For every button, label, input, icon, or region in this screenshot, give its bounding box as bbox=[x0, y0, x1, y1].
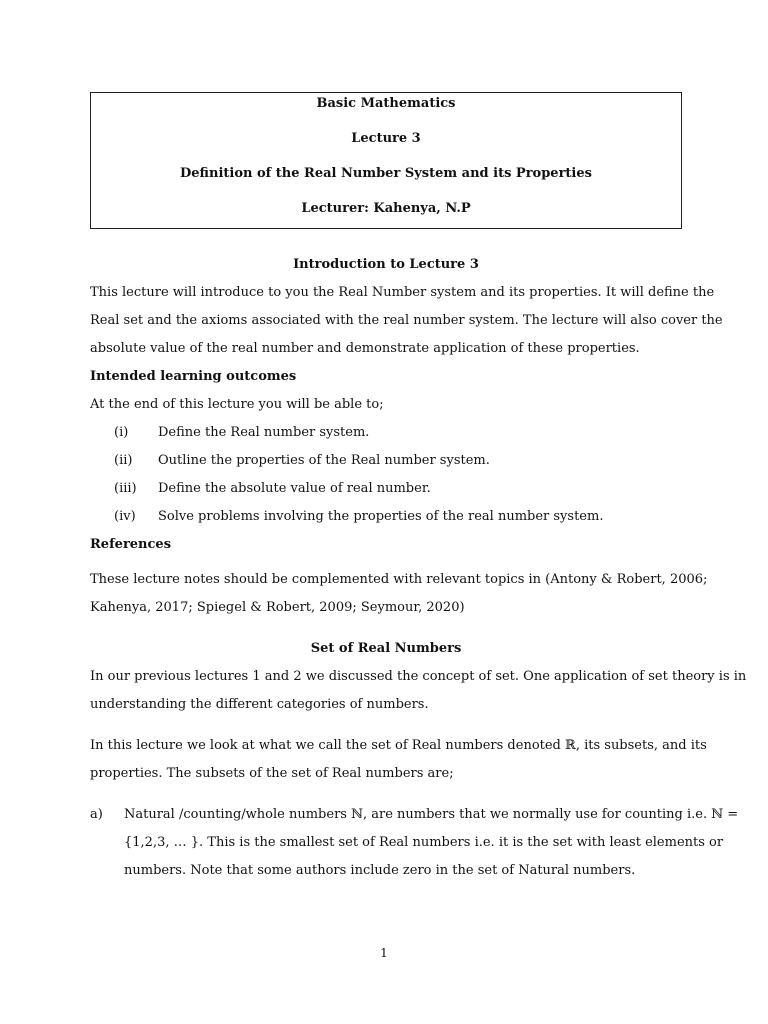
intro-line-3: absolute value of the real number and demonstrate application of these properties. bbox=[90, 341, 640, 356]
list-item-number: (ii) bbox=[114, 453, 133, 468]
real-numbers-para2-line-2: properties. The subsets of the set of Real numbers are; bbox=[90, 766, 454, 781]
list-item-text: Solve problems involving the properties of the real number system. bbox=[158, 509, 604, 524]
list-item-text: Define the absolute value of real number. bbox=[158, 481, 431, 496]
real-numbers-heading: Set of Real Numbers bbox=[310, 641, 462, 656]
real-numbers-para1-line-2: understanding the different categories of numbers. bbox=[90, 697, 429, 712]
real-numbers-para1-line-1: In our previous lectures 1 and 2 we discussed the concept of set. One application of set theory is in bbox=[90, 669, 747, 684]
alpha-item-line-3: numbers. Note that some authors include zero in the set of Natural numbers. bbox=[124, 863, 636, 878]
outcomes-lead: At the end of this lecture you will be able to; bbox=[90, 397, 384, 412]
lecture-number: Lecture 3 bbox=[351, 131, 421, 146]
lecture-topic: Definition of the Real Number System and its Properties bbox=[180, 166, 592, 181]
list-item-number: (iv) bbox=[114, 509, 136, 524]
intro-heading: Introduction to Lecture 3 bbox=[293, 257, 479, 272]
references-line-1: These lecture notes should be complemented with relevant topics in (Antony & Robert, 2006; bbox=[90, 572, 708, 587]
title-box bbox=[90, 92, 682, 229]
list-item-number: (i) bbox=[114, 425, 129, 440]
list-item-text: Outline the properties of the Real number system. bbox=[158, 453, 490, 468]
course-title: Basic Mathematics bbox=[316, 96, 456, 111]
intro-line-2: Real set and the axioms associated with the real number system. The lecture will also cover the bbox=[90, 313, 723, 328]
outcomes-heading: Intended learning outcomes bbox=[90, 369, 297, 384]
alpha-item-line-2: {1,2,3, … }. This is the smallest set of Real numbers i.e. it is the set with least elements or bbox=[124, 835, 724, 850]
references-line-2: Kahenya, 2017; Spiegel & Robert, 2009; Seymour, 2020) bbox=[90, 600, 465, 615]
list-item-text: Define the Real number system. bbox=[158, 425, 370, 440]
alpha-item-line-1: Natural /counting/whole numbers ℕ, are numbers that we normally use for counting i.e. ℕ = bbox=[124, 807, 739, 822]
lecturer-name: Lecturer: Kahenya, N.P bbox=[301, 201, 471, 216]
list-item-number: (iii) bbox=[114, 481, 137, 496]
page-number: 1 bbox=[380, 946, 388, 960]
intro-line-1: This lecture will introduce to you the Real Number system and its properties. It will define the bbox=[90, 285, 715, 300]
real-numbers-para2-line-1: In this lecture we look at what we call the set of Real numbers denoted ℝ, its subsets, and its bbox=[90, 738, 707, 753]
references-heading: References bbox=[90, 537, 172, 552]
alpha-item-label: a) bbox=[90, 807, 103, 822]
